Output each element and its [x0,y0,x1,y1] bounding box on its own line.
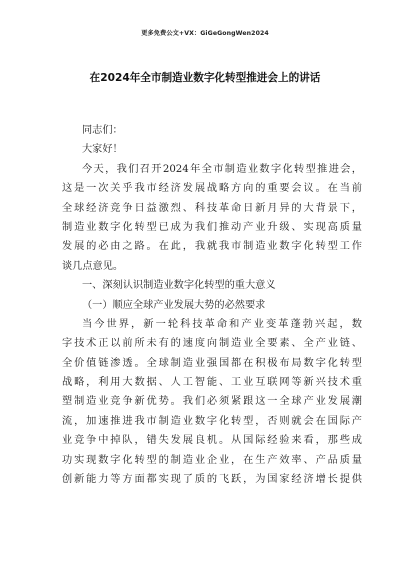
body-line: 全球经济竞争日益激烈、科技革命日新月异的大背景下， [62,202,362,214]
body-line: 一、深刻认识制造业数字化转型的重大意义 [82,280,276,292]
body-line: 这是一次关乎我市经济发展战略方向的重要会议。在当前 [62,183,362,195]
document-body [62,121,362,489]
body-line: 制造业数字化转型已成为我们推动产业升级、实现高质量 [62,221,362,233]
body-line: 功实现数字化转型的制造业企业，在生产效率、产品质量 [62,454,362,466]
body-line: 字技术正以前所未有的速度向制造业全要素、全产业链、 [62,338,362,350]
body-line: 战略，利用大数据、人工智能、工业互联网等新兴技术重 [62,377,362,389]
body-line: 全价值链渗透。全球制造业强国都在积极布局数字化转型 [62,357,362,369]
body-line: 塑制造业竞争新优势。我们必须紧跟这一全球产业发展潮 [62,396,362,408]
body-line: 发展的必由之路。在此，我就我市制造业数字化转型工作 [62,241,362,253]
document-title: 在2024年全市制造业数字化转型推进会上的讲话 [89,72,321,84]
body-line: 同志们： [82,125,123,136]
body-line: 今天，我们召开2024年全市制造业数字化转型推进会， [82,163,362,175]
body-line: 谈几点意见。 [62,260,124,272]
body-line: 业竞争中掉队，错失发展良机。从国际经验来看，那些成 [62,435,362,447]
body-line: （一）顺应全球产业发展大势的必然要求 [82,299,266,311]
body-line: 创新能力等方面都实现了质的飞跃，为国家经济增长提供 [62,474,362,486]
body-line: 流，加速推进我市制造业数字化转型，否则就会在国际产 [62,415,362,427]
body-line: 大家好！ [82,144,123,156]
body-line: 当今世界，新一轮科技革命和产业变革蓬勃兴起，数 [82,318,362,330]
header-note: 更多免费公文+VX：GiGeGongWen2024 [141,30,269,37]
